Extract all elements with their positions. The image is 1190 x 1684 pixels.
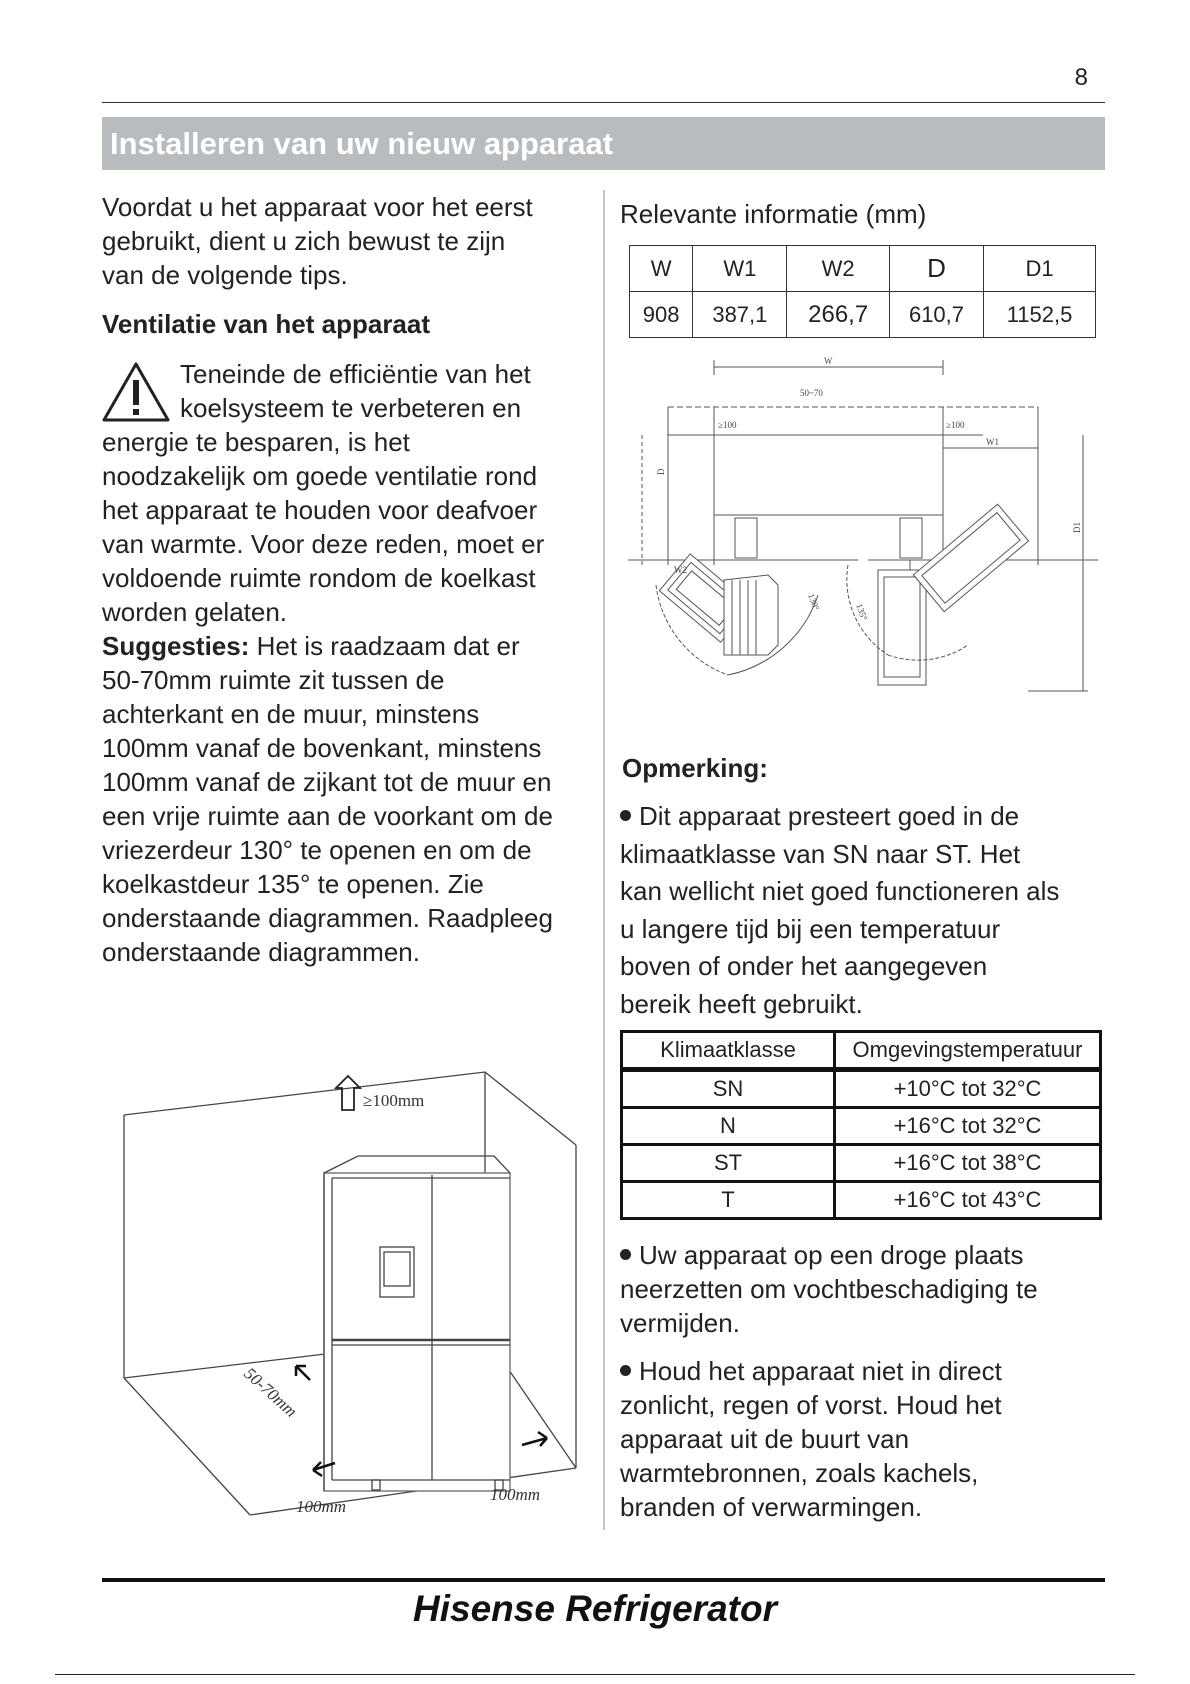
table-row: [622, 1108, 1101, 1145]
ventilation-line: noodzakelijk om goede ventilatie rond: [102, 461, 538, 491]
section-title: Installeren van uw nieuw apparaat: [110, 126, 614, 161]
table-cell: T: [622, 1182, 835, 1219]
suggestions-line: onderstaande diagrammen. Raadpleeg: [102, 903, 553, 933]
bullet-dry-place: [620, 1238, 1038, 1340]
angle-left-label: 130°: [806, 592, 822, 612]
ventilation-line: koelsysteem te verbeteren en: [180, 393, 522, 423]
ventilation-line: voldoende ruimte rondom de koelkast: [102, 563, 536, 593]
intro-line: Voordat u het apparaat voor het eerst: [102, 192, 533, 222]
page-number: 8: [1074, 64, 1088, 91]
dim-w2-label: W2: [674, 565, 687, 575]
note-line: bereik heeft gebruikt.: [620, 988, 863, 1019]
top-rule: [102, 102, 1105, 103]
table-row: [630, 246, 1096, 292]
dim-right-gap-label: ≥100: [946, 420, 965, 430]
note-line: boven of onder het aangegeven: [620, 951, 988, 981]
table-cell: +16°C tot 38°C: [835, 1145, 1101, 1182]
table-row: [622, 1182, 1101, 1219]
dim-w-label: W: [824, 356, 833, 366]
table-header-cell: Klimaatklasse: [622, 1032, 835, 1070]
table-cell: 1152,5: [984, 292, 1096, 338]
table-header-cell: W2: [787, 246, 890, 292]
table-row: [630, 292, 1096, 338]
dim-left-gap-label: ≥100: [718, 420, 737, 430]
bullet-line: branden of verwarmingen.: [620, 1492, 923, 1522]
top-clearance-label: ≥100mm: [363, 1091, 425, 1110]
column-divider: [603, 190, 605, 1530]
note-line: Dit apparaat presteert goed in de: [639, 801, 1020, 831]
footer-rule: [102, 1578, 1105, 1582]
section-banner: [102, 117, 1105, 170]
dim-back-gap-label: 50~70: [800, 388, 823, 398]
dim-d1-label: D1: [1072, 522, 1082, 533]
intro-line: van de volgende tips.: [102, 260, 348, 290]
relevant-info-heading: Relevante informatie (mm): [620, 199, 927, 229]
note-heading: Opmerking:: [622, 753, 768, 783]
table-row: [622, 1032, 1101, 1070]
top-view-diagram: [628, 355, 1098, 700]
bottom-rule: [55, 1674, 1135, 1675]
table-header-cell: W1: [693, 246, 787, 292]
left-clearance-label: 100mm: [296, 1497, 347, 1516]
suggestions-line: 100mm vanaf de bovenkant, minstens: [102, 733, 542, 763]
table-cell: N: [622, 1108, 835, 1145]
table-cell: +16°C tot 43°C: [835, 1182, 1101, 1219]
bullet-icon: [620, 1249, 631, 1260]
table-cell: 387,1: [693, 292, 787, 338]
table-cell: 610,7: [889, 292, 983, 338]
bullet-line: Houd het apparaat niet in direct: [639, 1356, 1002, 1386]
suggestions-line: onderstaande diagrammen.: [102, 937, 420, 967]
ventilation-line: van warmte. Voor deze reden, moet er: [102, 529, 545, 559]
dim-d-label: D: [656, 468, 666, 475]
note-line: klimaatklasse van SN naar ST. Het: [620, 838, 1021, 869]
bullet-icon: [620, 810, 631, 821]
suggestions-line: 50-70mm ruimte zit tussen de: [102, 665, 445, 695]
suggestions-paragraph: [102, 629, 553, 969]
table-cell: ST: [622, 1145, 835, 1182]
ventilation-line: energie te besparen, is het: [102, 427, 410, 457]
warning-icon: [100, 360, 172, 424]
table-cell: 266,7: [787, 292, 890, 338]
table-cell: SN: [622, 1070, 835, 1108]
table-header-cell: Omgevingstemperatuur: [835, 1032, 1101, 1070]
note-paragraph: [620, 798, 1059, 1023]
ventilation-line: worden gelaten.: [102, 597, 288, 627]
table-cell: 908: [630, 292, 693, 338]
suggestions-line: een vrije ruimte aan de voorkant om de: [102, 801, 553, 831]
angle-right-label: 135°: [854, 602, 870, 622]
climate-class-table: [620, 1030, 1102, 1220]
suggestions-line: vriezerdeur 130° te openen en om de: [102, 835, 532, 865]
note-line: kan wellicht niet goed functioneren als: [620, 876, 1060, 906]
table-header-cell: W: [630, 246, 693, 292]
footer-brand: Hisense Refrigerator: [413, 1588, 777, 1629]
note-line: u langere tijd bij een temperatuur: [620, 913, 1001, 944]
ventilation-line: Teneinde de efficiëntie van het: [180, 359, 531, 389]
suggestions-line: achterkant en de muur, minstens: [102, 699, 480, 729]
bullet-line: vermijden.: [620, 1308, 740, 1338]
dimensions-table: [629, 245, 1096, 338]
suggestions-label: Suggesties:: [102, 631, 250, 661]
ventilation-paragraph: [102, 425, 544, 629]
suggestions-first: Het is raadzaam dat er: [256, 631, 520, 661]
bullet-line: Uw apparaat op een droge plaats: [639, 1240, 1024, 1270]
bullet-sunlight: [620, 1354, 1002, 1524]
ventilation-line: het apparaat te houden voor deafvoer: [102, 495, 538, 525]
suggestions-line: 100mm vanaf de zijkant tot de muur en: [102, 767, 552, 797]
table-cell: +10°C tot 32°C: [835, 1070, 1101, 1108]
intro-paragraph: [102, 190, 533, 292]
bullet-line: warmtebronnen, zoals kachels,: [620, 1458, 979, 1488]
table-row: [622, 1145, 1101, 1182]
room-clearance-diagram: [110, 1060, 590, 1530]
bullet-icon: [620, 1365, 631, 1376]
suggestions-line: koelkastdeur 135° te openen. Zie: [102, 869, 484, 899]
bullet-line: apparaat uit de buurt van: [620, 1424, 910, 1454]
table-cell: +16°C tot 32°C: [835, 1108, 1101, 1145]
back-clearance-label: 50-70mm: [240, 1363, 301, 1421]
bullet-line: neerzetten om vochtbeschadiging te: [620, 1274, 1038, 1304]
right-clearance-label: 100mm: [490, 1485, 541, 1504]
dim-w1-label: W1: [986, 437, 999, 447]
ventilation-heading: Ventilatie van het apparaat: [102, 309, 431, 339]
table-row: [622, 1070, 1101, 1108]
ventilation-indented: [180, 357, 531, 425]
intro-line: gebruikt, dient u zich bewust te zijn: [102, 226, 506, 256]
bullet-line: zonlicht, regen of vorst. Houd het: [620, 1390, 1002, 1420]
table-header-cell: D1: [984, 246, 1096, 292]
table-header-cell: D: [889, 246, 983, 292]
